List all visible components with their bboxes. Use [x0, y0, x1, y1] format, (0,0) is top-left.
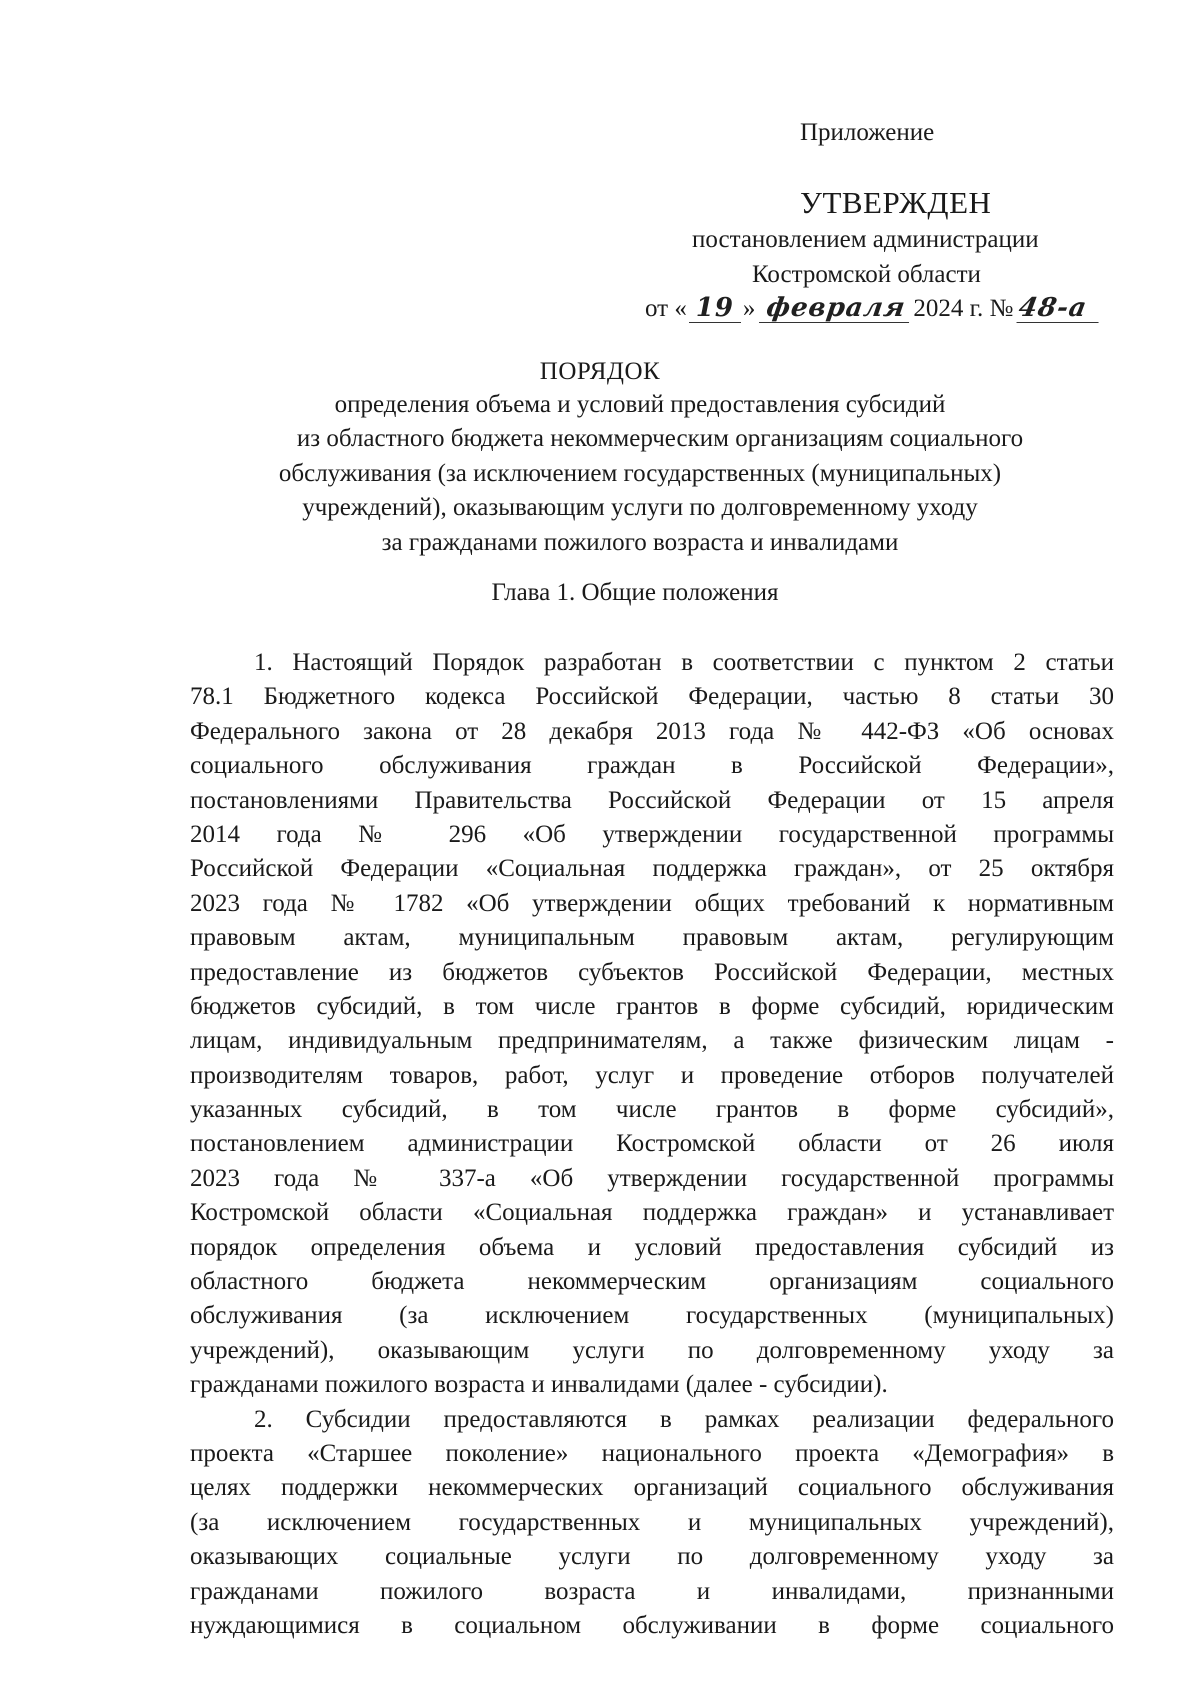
subtitle-line: обслуживания (за исключением государственных (муниципальных) [278, 459, 1002, 487]
date-prefix: от « [645, 295, 687, 322]
appendix-label: Приложение [800, 119, 935, 146]
subtitle-line: за гражданами пожилого возраста и инвалидами [381, 528, 899, 556]
paragraph-line: проекта «Старшее поколение» национального проекта «Демография» в [190, 1439, 1114, 1467]
paragraph-line: правовым актам, муниципальным правовым актам, регулирующим [190, 924, 1114, 952]
paragraph-line: лицам, индивидуальным предпринимателям, а также физическим лицам - [190, 1027, 1114, 1055]
paragraph-line: 2023 года № 337-а «Об утверждении государственной программы [190, 1164, 1114, 1192]
paragraph-line: порядок определения объема и условий предоставления субсидий из [190, 1233, 1114, 1261]
document-title: ПОРЯДОК [539, 358, 661, 385]
date-year-text: 2024 г. № [913, 295, 1014, 322]
paragraph-line: постановлением администрации Костромской области от 26 июля [190, 1130, 1114, 1158]
handwritten-decree-number: 48-а [1017, 294, 1104, 323]
handwritten-month: февраля [759, 294, 913, 323]
paragraph-line: 1. Настоящий Порядок разработан в соответствии с пунктом 2 статьи [254, 649, 1114, 676]
subtitle-line: учреждений), оказывающим услуги по долговременному уходу [302, 494, 978, 522]
approved-by-line-1: постановлением администрации [692, 226, 1039, 253]
paragraph-line: учреждений), оказывающим услуги по долговременному уходу за [190, 1336, 1114, 1364]
paragraph-line: бюджетов субсидий, в том числе грантов в форме субсидий, юридическим [190, 992, 1114, 1020]
paragraph-line: областного бюджета некоммерческим организациям социального [190, 1268, 1114, 1296]
paragraph-line: оказывающих социальные услуги по долговременному уходу за [190, 1543, 1114, 1571]
paragraph-line: 2014 года № 296 «Об утверждении государственной программы [190, 820, 1114, 848]
paragraph-line: обслуживания (за исключением государственных (муниципальных) [190, 1302, 1114, 1330]
subtitle-line: из областного бюджета некоммерческим организациям социального [296, 425, 1024, 453]
paragraph-line: 2. Субсидии предоставляются в рамках реализации федерального [254, 1405, 1114, 1433]
document-subtitle [200, 388, 1080, 560]
document-body [190, 646, 1114, 1643]
paragraph-line: социального обслуживания граждан в Российской Федерации», [190, 752, 1114, 780]
paragraph-line: Федерального закона от 28 декабря 2013 года № 442-ФЗ «Об основах [190, 717, 1114, 745]
paragraph-line: целях поддержки некоммерческих организаций социального обслуживания [190, 1474, 1114, 1502]
subtitle-line: определения объема и условий предоставления субсидий [334, 391, 946, 418]
paragraph-line: нуждающимися в социальном обслуживании в форме социального [190, 1611, 1114, 1639]
chapter-heading: Глава 1. Общие положения [491, 579, 779, 606]
handwritten-day: 19 [689, 294, 741, 323]
approved-by-line-2: Костромской области [752, 261, 981, 288]
decree-date-line [645, 292, 1101, 326]
date-quote-close: » [742, 295, 756, 322]
paragraph-line: (за исключением государственных и муниципальных учреждений), [190, 1508, 1114, 1536]
paragraph-line: постановлениями Правительства Российской Федерации от 15 апреля [190, 786, 1114, 814]
paragraph-line: гражданами пожилого возраста и инвалидами, признанными [190, 1577, 1114, 1605]
paragraph-line: Костромской области «Социальная поддержка граждан» и устанавливает [190, 1199, 1114, 1227]
paragraph-line: Российской Федерации «Социальная поддержка граждан», от 25 октября [190, 855, 1114, 883]
paragraph-line: 78.1 Бюджетного кодекса Российской Федерации, частью 8 статьи 30 [190, 683, 1114, 711]
paragraph-line: гражданами пожилого возраста и инвалидами (далее - субсидии). [190, 1371, 888, 1399]
paragraph-line: 2023 года № 1782 «Об утверждении общих требований к нормативным [190, 889, 1114, 917]
paragraph-line: указанных субсидий, в том числе грантов в форме субсидий», [190, 1096, 1114, 1124]
approved-stamp-heading: УТВЕРЖДЕН [800, 185, 992, 220]
paragraph-line: производителям товаров, работ, услуг и проведение отборов получателей [190, 1061, 1114, 1089]
paragraph-line: предоставление из бюджетов субъектов Российской Федерации, местных [190, 958, 1114, 986]
